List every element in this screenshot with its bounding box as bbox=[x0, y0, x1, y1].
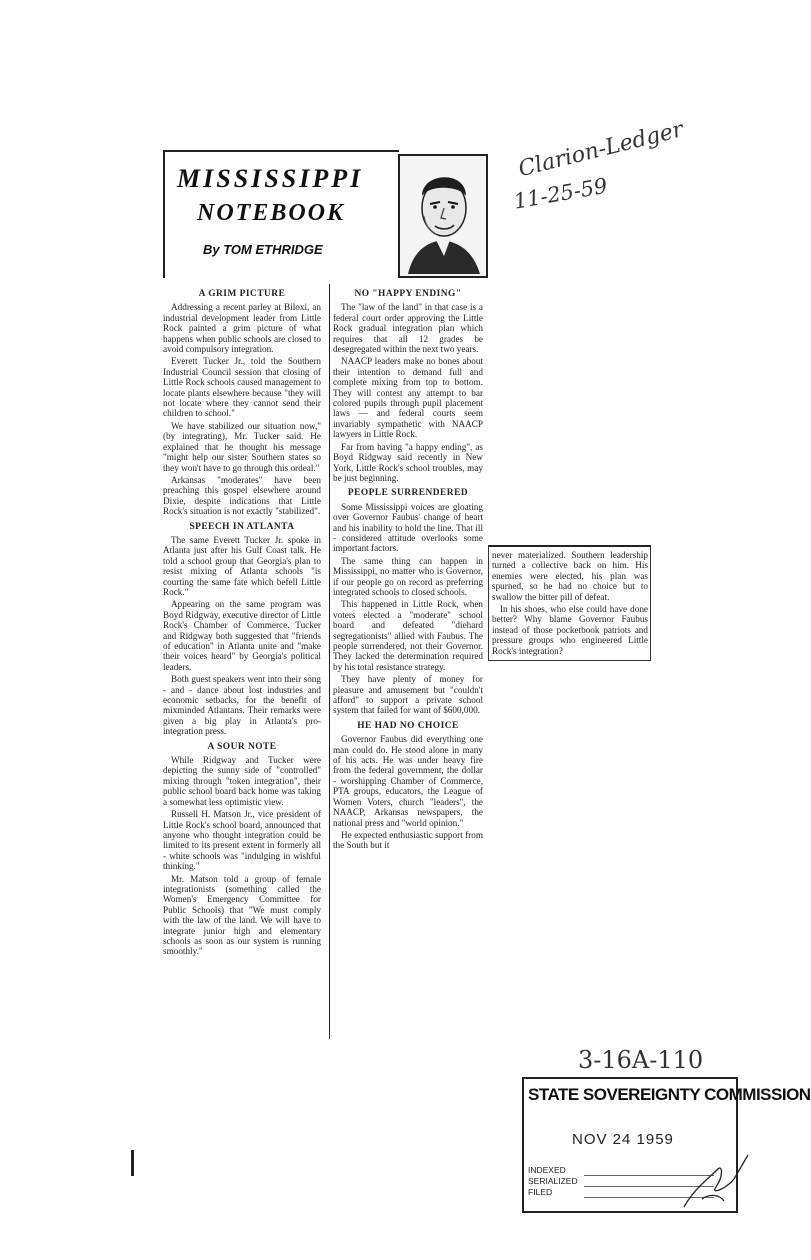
paragraph: Addressing a recent parley at Biloxi, an industrial development leader from Little Rock painted a grim picture of what happens when public schools are closed to avoid compulsory integration. bbox=[163, 302, 321, 355]
initials-scribble-icon bbox=[674, 1149, 754, 1211]
stamp-date: NOV 24 1959 bbox=[572, 1131, 674, 1148]
paragraph: They have plenty of money for pleasure and amusement but "couldn't afford" to support a private school system that failed for want of $600,000. bbox=[333, 674, 483, 716]
paragraph: While Ridgway and Tucker were depicting the sunny side of "controlled" mixing through "token integration", their public school board back home was taking a somewhat less optimistic view. bbox=[163, 755, 321, 807]
handwritten-date: 11-25-59 bbox=[512, 173, 610, 214]
column-2 bbox=[333, 284, 483, 853]
masthead bbox=[163, 150, 399, 278]
handwritten-source: Clarion-Ledger bbox=[516, 117, 686, 183]
paragraph: The same Everett Tucker Jr. spoke in Atlanta just after his Gulf Coast talk. He told a school group that Georgia's plan to resist mixing of Atlanta schools "is courting the same fate which befell Little Rock." bbox=[163, 534, 321, 597]
stamp-title: STATE SOVEREIGNTY COMMISSION bbox=[528, 1085, 811, 1104]
stamp-field-label: SERIALIZED bbox=[528, 1176, 578, 1186]
portrait-sketch-icon bbox=[400, 156, 486, 276]
paragraph: Everett Tucker Jr., told the Southern Industrial Council session that closing of Little Rock schools caused management to locate plants elsewhere because "they will not locate where they cannot send their children to school." bbox=[163, 356, 321, 419]
stamp-field-label: FILED bbox=[528, 1187, 553, 1197]
masthead-subtitle: NOTEBOOK bbox=[197, 200, 346, 226]
section-heading: PEOPLE SURRENDERED bbox=[347, 488, 469, 499]
article-section-grim-picture bbox=[163, 289, 321, 517]
paragraph: NAACP leaders make no bones about their intention to demand full and complete mixing from top to bottom. They will contest any attempt to bar colored pupils through pupil placement laws — and federal courts seem invariably sympathetic with NAACP lawyers in Little Rock. bbox=[333, 356, 483, 440]
masthead-left-rule bbox=[163, 150, 165, 278]
stamp-field-serialized bbox=[528, 1176, 578, 1186]
masthead-top-rule bbox=[163, 150, 399, 152]
column-divider bbox=[329, 284, 330, 1039]
stamp-field-filed bbox=[528, 1187, 552, 1197]
masthead-title: MISSISSIPPI bbox=[177, 164, 364, 193]
paragraph: never materialized. Southern leadership turned a collective back on him. His enemies were elected, his plan was spurned, so he had no choice but to swallow the bitter pill of defeat. bbox=[492, 550, 648, 602]
section-heading: HE HAD NO CHOICE bbox=[357, 720, 459, 731]
paragraph: This happened in Little Rock, when voters elected a "moderate" school board and defeated "diehard segregationists" allied with Faubus. The people surrendered, not their Governor. They lacked the determination required by his total resistance strategy. bbox=[333, 599, 483, 672]
paragraph: Arkansas "moderates" have been preaching this gospel elsewhere around Dixie, despite indications that Little Rock's situation is not exactly "stabilized". bbox=[163, 474, 321, 517]
column-1 bbox=[163, 284, 321, 959]
handwritten-file-number: 3-16A-110 bbox=[578, 1046, 704, 1074]
section-heading: A GRIM PICTURE bbox=[198, 289, 286, 299]
paragraph: Appearing on the same program was Boyd Ridgway, executive director of Little Rock's Chamber of Commerce. Tucker and Ridgway both suggested that "friends of education" in Atlanta unite and "make their voices heard" by Georgia's political leaders. bbox=[163, 599, 321, 672]
article-section-people-surrendered bbox=[333, 488, 483, 716]
stamp-field-indexed bbox=[528, 1165, 566, 1175]
article-section-no-happy-ending bbox=[333, 289, 483, 483]
section-heading: NO "HAPPY ENDING" bbox=[354, 289, 462, 299]
scan-edge-mark bbox=[131, 1150, 134, 1176]
paragraph: In his shoes, who else could have done better? Why blame Governor Faubus instead of those pocketbook patriots and pressure groups who engineered Little Rock's integration? bbox=[492, 604, 648, 656]
paragraph: He expected enthusiastic support from the South but it bbox=[333, 829, 483, 851]
author-portrait bbox=[398, 154, 488, 278]
section-heading: SPEECH IN ATLANTA bbox=[189, 521, 295, 532]
paragraph: Mr. Matson told a group of female integrationists (something called the Women's Emergency Committee for Public Schools) that "We must comply with the law of the land. We will have to integrate junior high and elementary schools as soon as our system is running smoothly." bbox=[163, 873, 321, 957]
paragraph: Governor Faubus did everything one man could do. He stood alone in many of his acts. He was under heavy fire from the federal government, the dollar - worshipping Chamber of Commerce, PTA groups, educators, the League of Women Voters, church "leaders", the NAACP, Arkansas newspapers, the national press and "world opinion." bbox=[333, 734, 483, 828]
paragraph: Both guest speakers went into their song - and - dance about lost industries and economic setbacks, for the benefit of mixminded Atlantans. Their remarks were given a big play in Atlanta's pro-integration press. bbox=[163, 674, 321, 737]
column-3-clipping bbox=[488, 545, 651, 661]
paragraph: Russell H. Matson Jr., vice president of Little Rock's school board, announced that anyone who thought integration could be limited to its present extent in formerly all - white schools was "indulging in wishful thinking." bbox=[163, 809, 321, 872]
paragraph: The same thing can happen in Mississippi, no matter who is Governor, if our people go on record as preferring integrated schools to closed schools. bbox=[333, 555, 483, 597]
paragraph: We have stabilized our situation now," (by integrating), Mr. Tucker said. He explained that he thought his message "might help our sister Southern states so they won't have to go through this ordeal." bbox=[163, 420, 321, 473]
stamp-field-label: INDEXED bbox=[528, 1165, 566, 1175]
byline: By TOM ETHRIDGE bbox=[203, 242, 323, 257]
article-section-speech-in-atlanta bbox=[163, 522, 321, 737]
article-section-sour-note bbox=[163, 742, 321, 957]
section-heading: A SOUR NOTE bbox=[207, 741, 277, 752]
paragraph: Some Mississippi voices are gloating over Governor Faubus' change of heart and his inability to hold the line. That ill - considered attitude overlooks some important factors. bbox=[333, 501, 483, 554]
paragraph: Far from having "a happy ending", as Boyd Ridgway said recently in New York, Little Rock's school troubles, may be just beginning. bbox=[333, 441, 483, 483]
article-section-had-no-choice bbox=[333, 721, 483, 851]
commission-stamp bbox=[522, 1077, 811, 1213]
paragraph: The "law of the land" in that case is a federal court order approving the Little Rock gradual integration plan which requires that all 12 grades be desegregated within the next two years. bbox=[333, 302, 483, 355]
